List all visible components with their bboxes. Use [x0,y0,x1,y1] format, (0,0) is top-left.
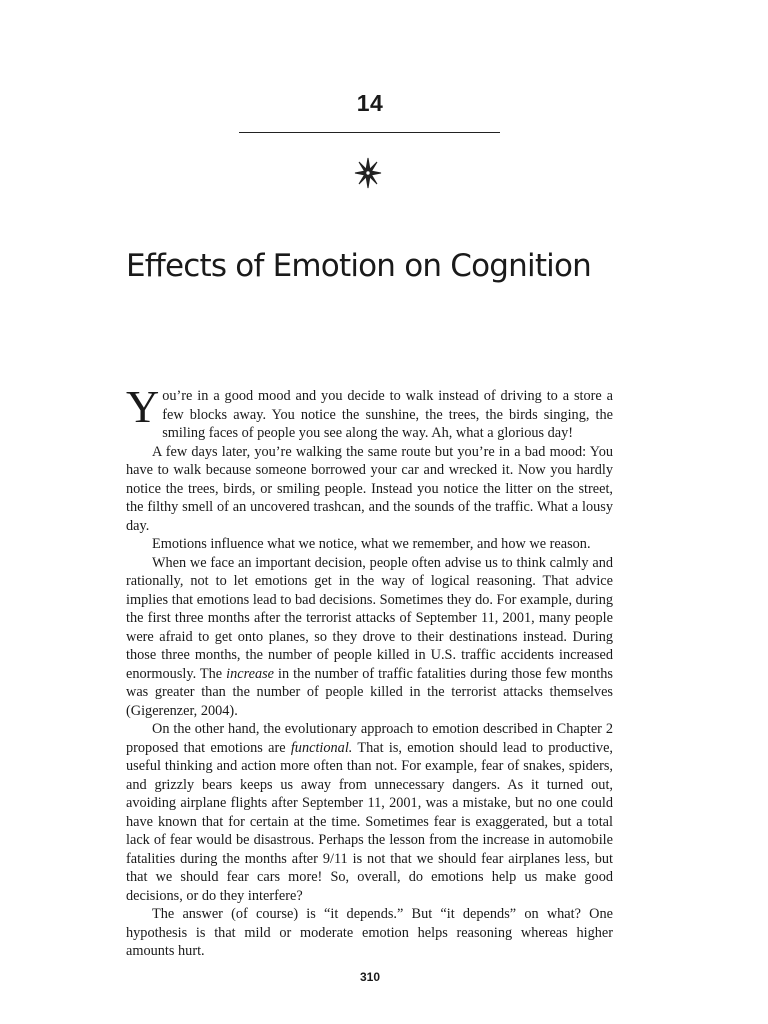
paragraph-4-emphasis: increase [226,665,275,682]
paragraph-4-text-b: in the number of traffic fatalities during those few months was greater than the number of people killed in the terrorist attacks themselves (Gigerenzer, 2004). [126,665,613,719]
chapter-divider [239,132,500,133]
chapter-title: Effects of Emotion on Cognition [126,248,592,284]
paragraph-5-text-b: That is, emotion should lead to productive, useful thinking and action more often than not. For example, fear of snakes, spiders, and grizzly bears keeps us away from unnecessary dangers. As it turned out, avoiding airplane flights after September 11, 2001, was a mistake, but no one could have known that for certain at the time. Sometimes fear is exaggerated, but a total lack of fear would be disastrous. Perhaps the lesson from the increase in automobile fatalities during the months after 9/11 is not that we should fear airplanes less, but that we should fear cars more! So, overall, do emotions help us make good decisions, or do they interfere? [126,739,613,904]
compass-star-icon [353,156,383,190]
paragraph-4 [126,554,613,721]
paragraph-4-text-a: When we face an important decision, people often advise us to think calmly and rationally, not to let emotions get in the way of logical reasoning. That advice implies that emotions lead to bad decisions. Sometimes they do. For example, during the first three months after the terrorist attacks of September 11, 2001, many people were afraid to get onto planes, so they drove to their destinations instead. During those three months, the number of people killed in U.S. traffic accidents increased enormously. The [126,554,613,682]
paragraph-5-text-a: On the other hand, the evolutionary approach to emotion described in Chapter 2 proposed that emotions are [126,721,613,756]
paragraph-1 [126,381,613,443]
chapter-body [126,381,613,961]
paragraph-5 [126,720,613,905]
page-number: 310 [359,970,381,984]
paragraph-2: A few days later, you’re walking the same route but you’re in a bad mood: You have to walk because someone borrowed your car and wrecked it. Now you hardly notice the trees, birds, or smiling people. Instead you notice the litter on the street, the filthy smell of an uncovered trashcan, and the sounds of the traffic. What a lousy day. [126,443,613,534]
paragraph-3: Emotions influence what we notice, what we remember, and how we reason. [152,536,591,552]
paragraph-5-emphasis: functional. [290,739,353,756]
paragraph-1-text: ou’re in a good mood and you decide to walk instead of driving to a store a few blocks away. You notice the sunshine, the trees, the birds singing, the smiling faces of people you see along the way. Ah, what a glorious day! [162,388,613,441]
chapter-number: 14 [356,90,384,116]
paragraph-6: The answer (of course) is “it depends.” But “it depends” on what? One hypothesis is that mild or moderate emotion helps reasoning whereas higher amounts hurt. [126,906,613,959]
drop-cap: Y [126,381,160,432]
